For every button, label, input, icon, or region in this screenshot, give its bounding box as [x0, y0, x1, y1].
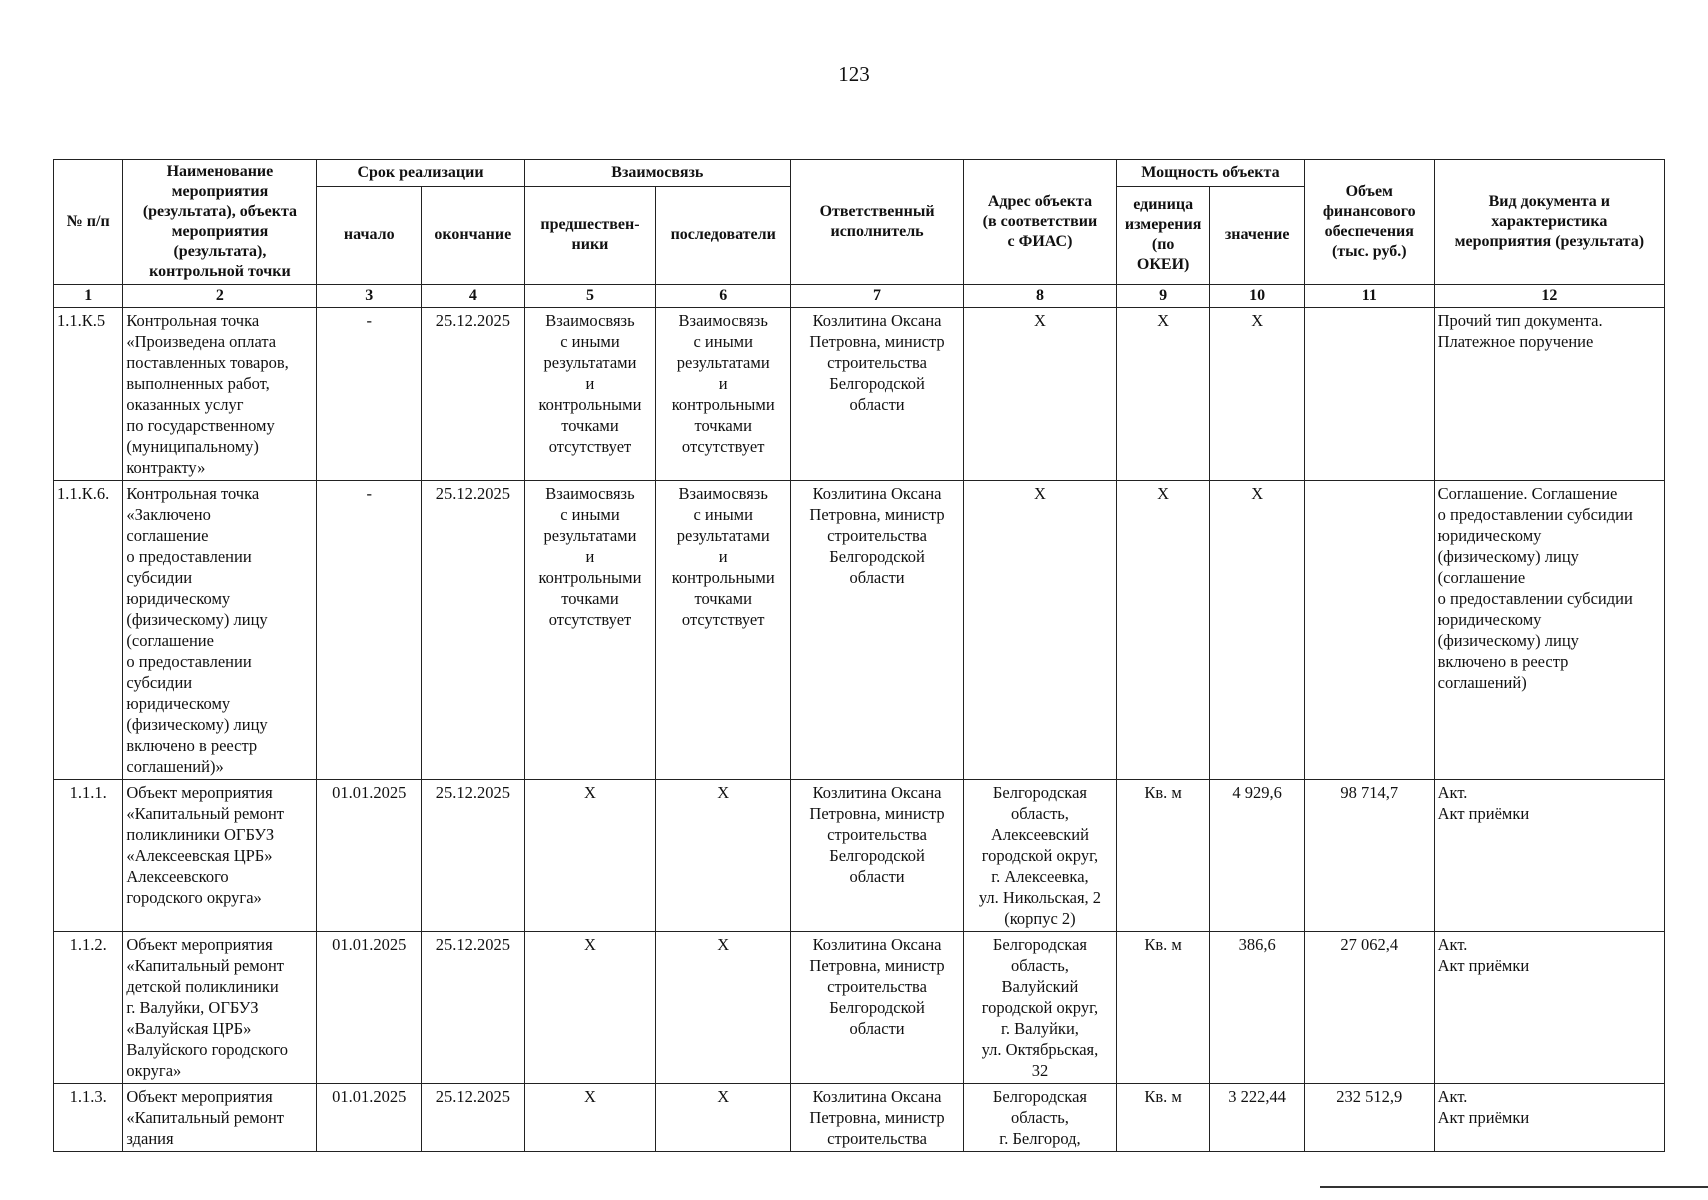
row-num: 1.1.1. — [54, 780, 123, 932]
row-document: Акт. Акт приёмки — [1434, 780, 1664, 932]
col-number: 5 — [524, 285, 656, 308]
row-responsible: Козлитина Оксана Петровна, министр строительства Белгородской области — [791, 780, 964, 932]
col-number: 6 — [656, 285, 791, 308]
col-header-end: окончание — [422, 186, 525, 284]
col-number: 10 — [1210, 285, 1305, 308]
row-name: Объект мероприятия «Капитальный ремонт поликлиники ОГБУЗ «Алексеевская ЦРБ» Алексеевского городского округа» — [123, 780, 317, 932]
row-num: 1.1.К.5 — [54, 308, 123, 481]
table-row — [54, 481, 1665, 780]
col-group-power: Мощность объекта — [1116, 160, 1304, 187]
row-predecessors: X — [524, 932, 656, 1084]
col-number: 9 — [1116, 285, 1210, 308]
row-unit: X — [1116, 308, 1210, 481]
col-number: 4 — [422, 285, 525, 308]
row-responsible: Козлитина Оксана Петровна, министр строительства Белгородской области — [791, 481, 964, 780]
table-row — [54, 780, 1665, 932]
col-header-finance: Объем финансового обеспечения (тыс. руб.) — [1304, 160, 1434, 285]
row-predecessors: Взаимосвязь с иными результатами и контрольными точками отсутствует — [524, 308, 656, 481]
row-predecessors: X — [524, 780, 656, 932]
row-responsible: Козлитина Оксана Петровна, министр строительства — [791, 1084, 964, 1152]
row-end: 25.12.2025 — [422, 481, 525, 780]
row-start: 01.01.2025 — [317, 932, 422, 1084]
row-num: 1.1.К.6. — [54, 481, 123, 780]
row-unit: Кв. м — [1116, 1084, 1210, 1152]
row-name: Объект мероприятия «Капитальный ремонт здания — [123, 1084, 317, 1152]
row-value: 4 929,6 — [1210, 780, 1305, 932]
row-value: X — [1210, 481, 1305, 780]
row-end: 25.12.2025 — [422, 932, 525, 1084]
row-finance: 232 512,9 — [1304, 1084, 1434, 1152]
col-number: 1 — [54, 285, 123, 308]
row-unit: X — [1116, 481, 1210, 780]
row-name: Контрольная точка «Произведена оплата поставленных товаров, выполненных работ, оказанных услуг по государственному (муниципальному) контракту» — [123, 308, 317, 481]
row-document: Соглашение. Соглашение о предоставлении субсидии юридическому (физическому) лицу (соглашение о предоставлении субсидии юридическому (физическому) лицу включено в реестр соглашений) — [1434, 481, 1664, 780]
row-successors: X — [656, 780, 791, 932]
page-number: 123 — [838, 62, 870, 86]
row-start: - — [317, 481, 422, 780]
row-address: X — [964, 481, 1117, 780]
row-successors: X — [656, 1084, 791, 1152]
table-row — [54, 932, 1665, 1084]
row-predecessors: Взаимосвязь с иными результатами и контрольными точками отсутствует — [524, 481, 656, 780]
col-number: 7 — [791, 285, 964, 308]
row-address: Белгородская область, Алексеевский городской округ, г. Алексеевка, ул. Никольская, 2 (корпус 2) — [964, 780, 1117, 932]
row-address: Белгородская область, Валуйский городской округ, г. Валуйки, ул. Октябрьская, 32 — [964, 932, 1117, 1084]
row-end: 25.12.2025 — [422, 780, 525, 932]
col-number: 3 — [317, 285, 422, 308]
col-header-responsible: Ответственный исполнитель — [791, 160, 964, 285]
row-value: 386,6 — [1210, 932, 1305, 1084]
col-number: 2 — [123, 285, 317, 308]
row-successors: X — [656, 932, 791, 1084]
col-number: 11 — [1304, 285, 1434, 308]
col-group-term: Срок реализации — [317, 160, 524, 187]
row-responsible: Козлитина Оксана Петровна, министр строительства Белгородской области — [791, 932, 964, 1084]
row-address: X — [964, 308, 1117, 481]
col-header-document: Вид документа и характеристика мероприятия (результата) — [1434, 160, 1664, 285]
row-responsible: Козлитина Оксана Петровна, министр строительства Белгородской области — [791, 308, 964, 481]
row-predecessors: X — [524, 1084, 656, 1152]
row-unit: Кв. м — [1116, 780, 1210, 932]
activity-plan-table — [53, 159, 1665, 1152]
table-row — [54, 1084, 1665, 1152]
row-document: Акт. Акт приёмки — [1434, 1084, 1664, 1152]
row-end: 25.12.2025 — [422, 308, 525, 481]
row-value: 3 222,44 — [1210, 1084, 1305, 1152]
col-header-predecessors: предшествен- ники — [524, 186, 656, 284]
col-group-link: Взаимосвязь — [524, 160, 790, 187]
col-header-num: № п/п — [54, 160, 123, 285]
col-number: 8 — [964, 285, 1117, 308]
row-address: Белгородская область, г. Белгород, — [964, 1084, 1117, 1152]
col-header-successors: последователи — [656, 186, 791, 284]
row-finance — [1304, 308, 1434, 481]
row-num: 1.1.3. — [54, 1084, 123, 1152]
col-header-address: Адрес объекта (в соответствии с ФИАС) — [964, 160, 1117, 285]
row-start: 01.01.2025 — [317, 1084, 422, 1152]
row-document: Прочий тип документа. Платежное поручение — [1434, 308, 1664, 481]
row-document: Акт. Акт приёмки — [1434, 932, 1664, 1084]
row-finance: 27 062,4 — [1304, 932, 1434, 1084]
row-name: Контрольная точка «Заключено соглашение о предоставлении субсидии юридическому (физическому) лицу (соглашение о предоставлении субсидии юридическому (физическому) лицу включено в реестр соглашений)» — [123, 481, 317, 780]
row-end: 25.12.2025 — [422, 1084, 525, 1152]
row-successors: Взаимосвязь с иными результатами и контрольными точками отсутствует — [656, 481, 791, 780]
col-number: 12 — [1434, 285, 1664, 308]
row-start: 01.01.2025 — [317, 780, 422, 932]
scan-edge-line — [1320, 1186, 1708, 1188]
row-finance: 98 714,7 — [1304, 780, 1434, 932]
row-finance — [1304, 481, 1434, 780]
col-header-start: начало — [317, 186, 422, 284]
row-successors: Взаимосвязь с иными результатами и контрольными точками отсутствует — [656, 308, 791, 481]
row-value: X — [1210, 308, 1305, 481]
row-name: Объект мероприятия «Капитальный ремонт детской поликлиники г. Валуйки, ОГБУЗ «Валуйская ЦРБ» Валуйского городского округа» — [123, 932, 317, 1084]
col-header-name: Наименование мероприятия (результата), объекта мероприятия (результата), контрольной точки — [123, 160, 317, 285]
col-header-value: значение — [1210, 186, 1305, 284]
table-row — [54, 308, 1665, 481]
row-unit: Кв. м — [1116, 932, 1210, 1084]
row-start: - — [317, 308, 422, 481]
col-header-unit: единица измерения (по ОКЕИ) — [1116, 186, 1210, 284]
row-num: 1.1.2. — [54, 932, 123, 1084]
